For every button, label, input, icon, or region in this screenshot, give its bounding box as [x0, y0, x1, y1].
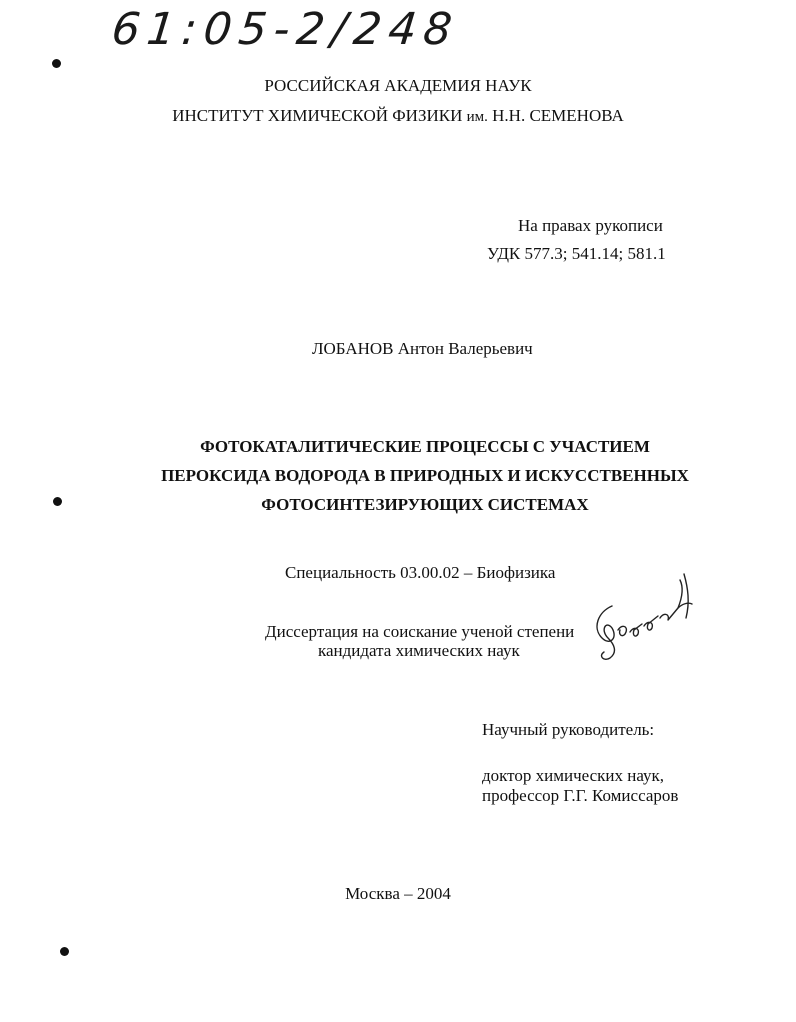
- dissertation-degree-line1: Диссертация на соискание ученой степени: [265, 622, 575, 641]
- title-line: ФОТОКАТАЛИТИЧЕСКИЕ ПРОЦЕССЫ С УЧАСТИЕМ: [200, 437, 650, 456]
- dissertation-degree-line2: кандидата химических наук: [318, 641, 520, 660]
- institute-person: Н.Н. СЕМЕНОВА: [492, 106, 624, 125]
- punch-hole-dot-middle: [53, 497, 62, 506]
- supervisor-name: профессор Г.Г. Комиссаров: [482, 786, 679, 805]
- punch-hole-dot-top: [52, 59, 61, 68]
- author-given-names: Антон Валерьевич: [397, 339, 533, 358]
- udk-code: УДК 577.3; 541.14; 581.1: [487, 244, 666, 263]
- author-surname: ЛОБАНОВ: [312, 339, 394, 358]
- author-signature: [588, 568, 700, 668]
- handwritten-archive-code: 61:05-2/248: [109, 4, 462, 55]
- punch-hole-dot-bottom: [60, 947, 69, 956]
- place-year: Москва – 2004: [345, 884, 451, 903]
- institute-im: им.: [466, 109, 488, 125]
- specialty: Специальность 03.00.02 – Биофизика: [285, 563, 556, 582]
- supervisor-degree: доктор химических наук,: [482, 766, 665, 785]
- rights-label: На правах рукописи: [518, 216, 663, 235]
- author-name: [312, 339, 533, 359]
- organization-name: РОССИЙСКАЯ АКАДЕМИЯ НАУК: [264, 76, 532, 95]
- dissertation-title: [100, 432, 750, 519]
- title-line: ПЕРОКСИДА ВОДОРОДА В ПРИРОДНЫХ И ИСКУССТВЕННЫХ: [161, 466, 689, 485]
- supervisor-label: Научный руководитель:: [482, 720, 655, 739]
- title-line: ФОТОСИНТЕЗИРУЮЩИХ СИСТЕМАХ: [261, 495, 589, 514]
- institute-name: [0, 106, 796, 126]
- institute-main: ИНСТИТУТ ХИМИЧЕСКОЙ ФИЗИКИ: [172, 106, 463, 125]
